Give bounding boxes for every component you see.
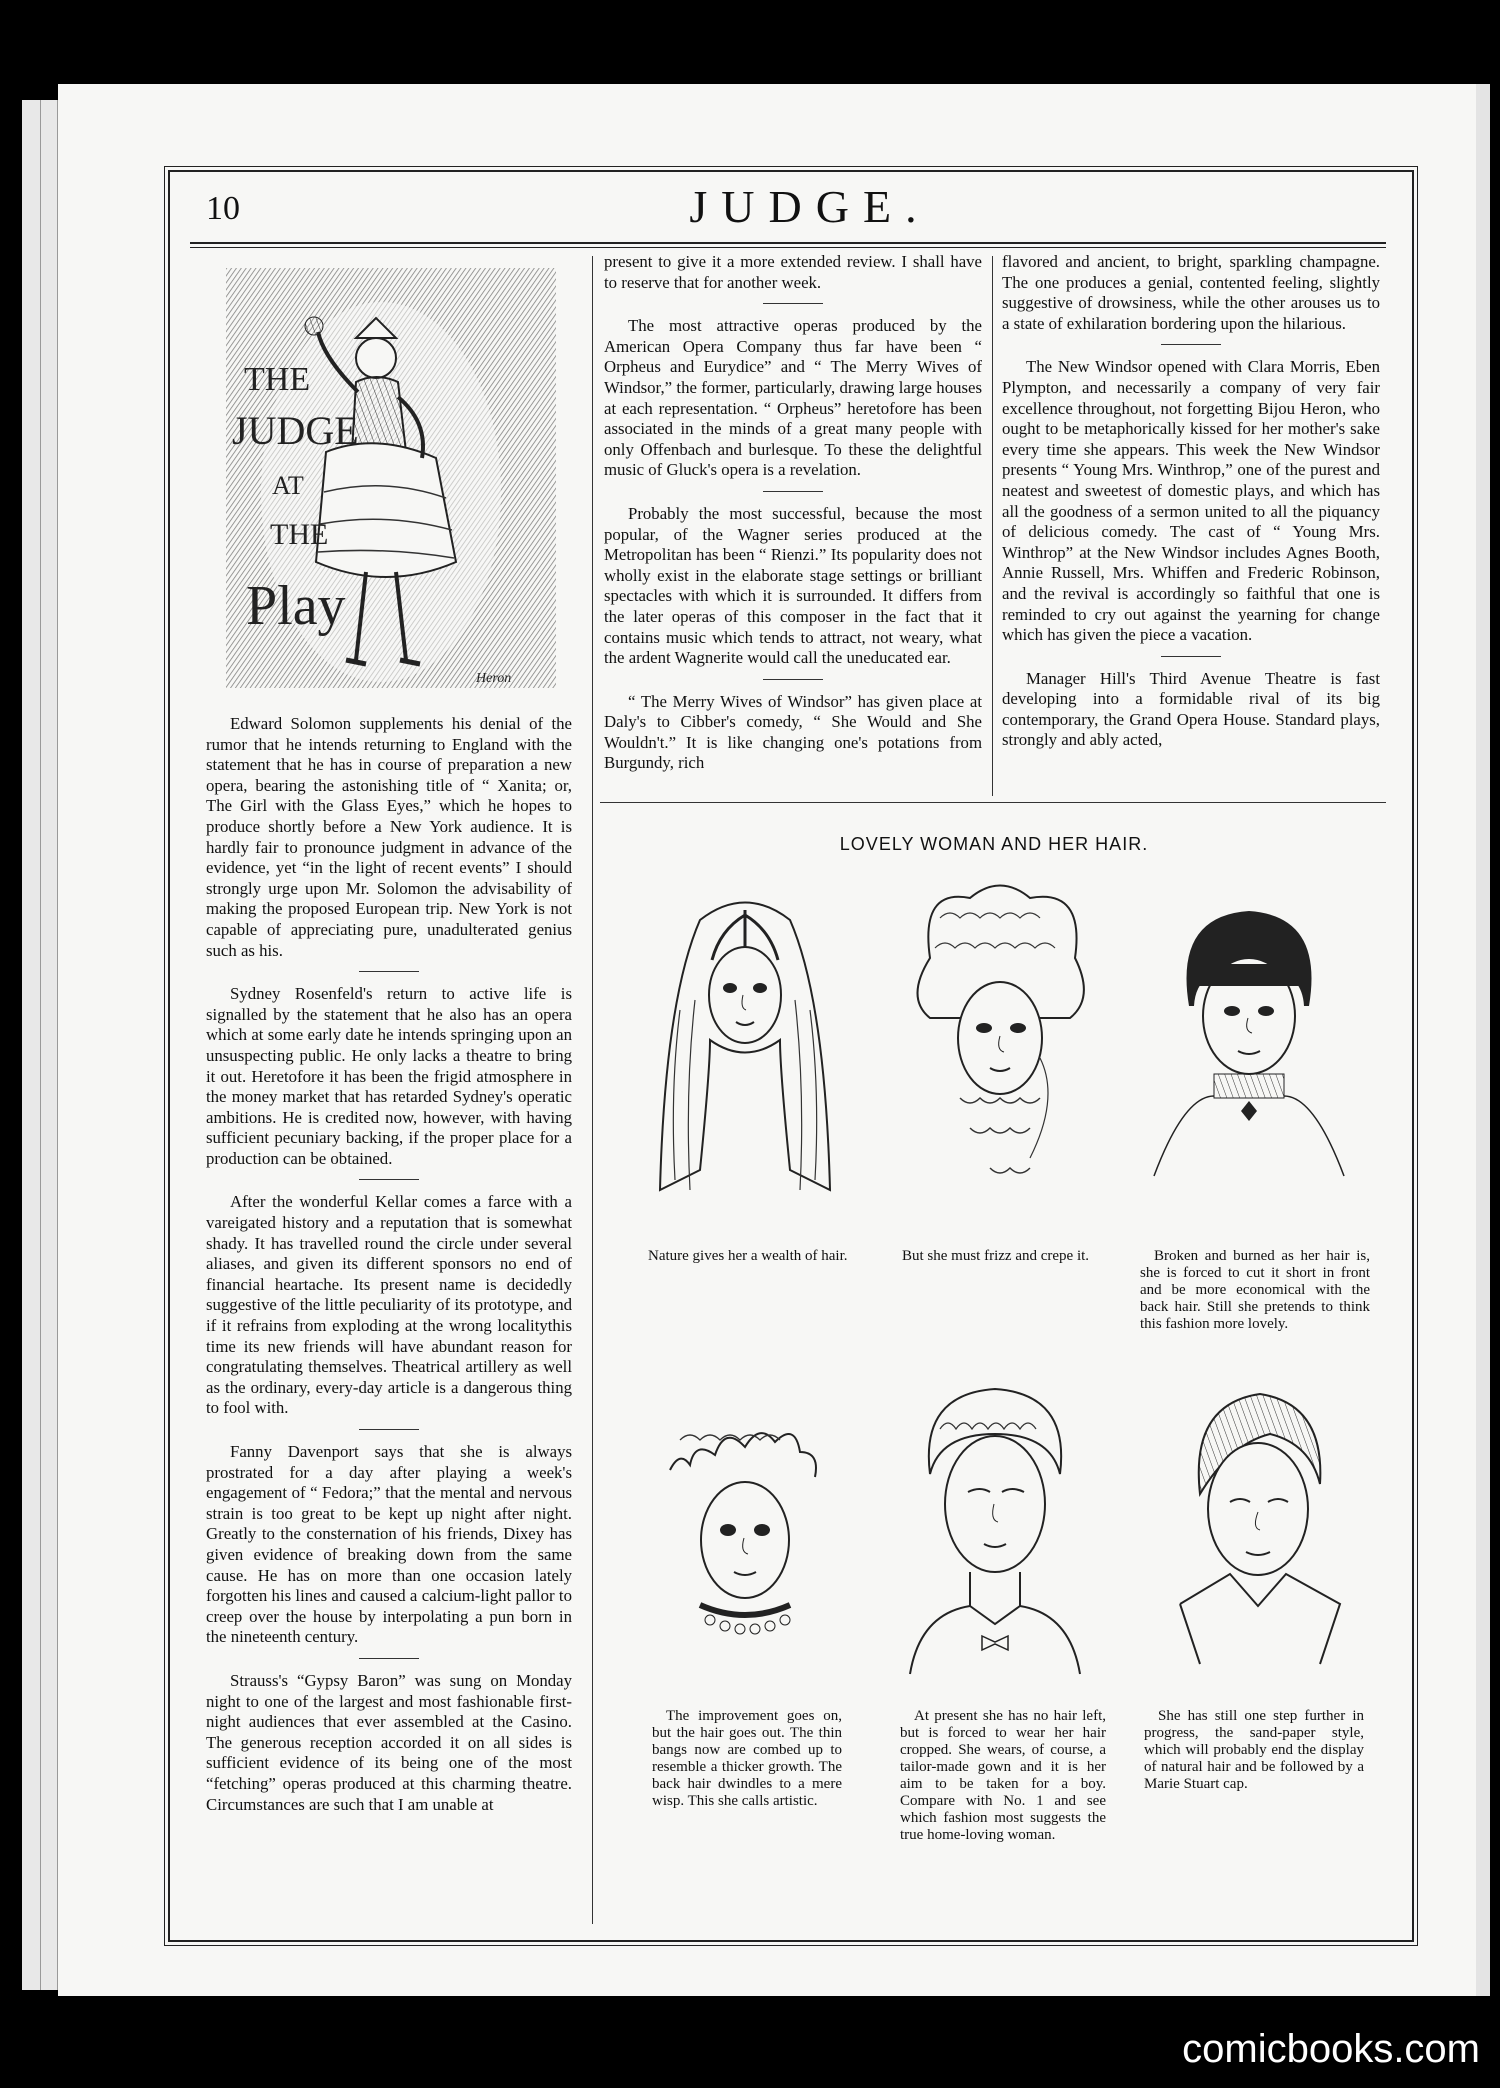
face-thin-bangs (640, 1380, 850, 1680)
paragraph-american-opera: The most attractive operas produced by the American Opera Company thus far have been “ Orpheus and Eurydice” and “ The Merry Wives of Windsor,” the former, particularly, drawing large houses at each representation. “ Orpheus” heretofore has been associated in the minds of a great many people with only Offenbach and burlesque. To these the delightful music of Gluck's opera is a revelation. (604, 316, 982, 480)
paragraph-third-avenue: Manager Hill's Third Avenue Theatre is fast developing into a formidable rival of its big contemporary, the Grand Opera House. Standard plays, strongly and ably acted, (1002, 668, 1380, 750)
right-column (1002, 252, 1380, 761)
illus-title-judge: JUDGE (232, 408, 359, 453)
book-page-edges-inner (40, 100, 58, 1990)
middle-column (604, 252, 982, 784)
paragraph-separator (1161, 656, 1221, 657)
illus-title-at: AT (272, 471, 304, 500)
paragraph-solomon: Edward Solomon supplements his denial of the rumor that he intends returning to England with the statement that he has in course of preparation a new opera, bearing the astonishing title of “ Xanita; or, The Girl with the Glass Eyes,” which he hopes to produce shortly before a New York audience. It is hardly fair to pronounce judgment in advance of the evidence, yet “in the light of recent events” I should strongly urge upon Mr. Solomon the advisability of making the proposed European trip. New York is not capable of appreciating pure, unadulterated genius such as his. (206, 714, 572, 960)
paragraph-separator (359, 1179, 419, 1180)
paragraph-continued-review: present to give it a more extended review. I shall have to reserve that for another week. (604, 252, 982, 292)
paragraph-kellar: After the wonderful Kellar comes a farce with a vareigated history and a reputation that is somewhat shady. It has travelled round the circle under several aliases, and given its different sponsors no end of financial heartache. Its present name is decidedly suggestive of the little peculiarity of its prototype, and if it refrains from exploding at the wrong localitythis time its new friends will have abundant reason for congratulating themselves. Theatrical artillery as well as the ordinary, every-day article is a dangerous thing to fool with. (206, 1192, 572, 1418)
paragraph-separator (1161, 344, 1221, 345)
face-cropped-hair (890, 1374, 1100, 1694)
paragraph-separator (763, 491, 823, 492)
left-column (206, 714, 572, 1825)
caption-3-text: Broken and burned as her hair is, she is forced to cut it short in front and be more economical with the back hair. Still she pretends to think this fashion more lovely. (1140, 1248, 1370, 1332)
illus-title-play: Play (246, 575, 346, 637)
caption-4-text: The improvement goes on, but the hair goes out. The thin bangs now are combed up to resemble a thicker growth. The back hair dwindles to a mere wisp. This she calls artistic. (652, 1708, 842, 1809)
caption-1 (634, 1248, 852, 1265)
masthead-title: JUDGE. (689, 181, 931, 232)
paragraph-separator (359, 1658, 419, 1659)
paragraph-rosenfeld: Sydney Rosenfeld's return to active life is signalled by the statement that he also has an opera which at some early date he intends springing upon an unsuspecting public. He only lacks a theatre to bring it out. Heretofore it has been the frigid atmosphere in the money market that has retarded Sydney's operatic ambitions. He is credited now, however, with having sufficient pecuniary backing, if the proper place for a production can be obtained. (206, 984, 572, 1168)
header-rule (190, 242, 1386, 244)
column-rule-2 (992, 256, 993, 796)
paragraph-davenport: Fanny Davenport says that she is always prostrated for a day after playing a week's engagement of “ Fedora;” that the mental and nervous strain is too great to be kept up night after night. Greatly to the consternation of his friends, Dixey has given evidence of breaking down from the same cause. He has on more than one occasion lately forgotten his lines and caused a calcium-light pallor to creep over the house by interpolating a pun born in the nineteenth century. (206, 1442, 572, 1647)
face-frizzed-hair (900, 878, 1100, 1228)
paragraph-separator (763, 679, 823, 680)
page-number: 10 (206, 190, 240, 227)
caption-6-text: She has still one step further in progress, the sand-paper style, which will probably end the display of natural hair and be followed by a Marie Stuart cap. (1144, 1708, 1364, 1792)
site-watermark: comicbooks.com (1182, 2027, 1480, 2071)
paragraph-champagne: flavored and ancient, to bright, sparkling champagne. The one produces a genial, contented feeling, slightly suggestive of drowsiness, while the other arouses us to a state of exhilaration bordering upon the hilarious. (1002, 252, 1380, 333)
paragraph-new-windsor: The New Windsor opened with Clara Morris, Eben Plympton, and necessarily a company of very fair excellence throughout, not forgetting Bijou Heron, who ought to be metaphorically kissed for her mother's sake every time she appears. This week the New Windsor presents “ Young Mrs. Winthrop,” one of the purest and neatest and sweetest of domestic plays, and which has all the goodness of a sermon united to all the piquancy of delicious comedy. The cast of “ Young Mrs. Winthrop” at the New Windsor includes Agnes Booth, Annie Russell, Mrs. Whiffen and Frederic Robinson, and the revival is accordingly so faithful that one is reminded to cry out against the yearning for change which has given the piece a vacation. (1002, 357, 1380, 645)
dancer-engraving (206, 262, 566, 710)
illus-title-the: THE (244, 361, 311, 398)
caption-5 (900, 1708, 1106, 1844)
judge-at-the-play-illustration (206, 262, 566, 710)
caption-3 (1140, 1248, 1370, 1333)
caption-2-text: But she must frizz and crepe it. (902, 1248, 1090, 1264)
caption-5-text: At present she has no hair left, but is forced to wear her hair cropped. She wears, of course, a tailor-made gown and it is her aim to be taken for a boy. Compare with No. 1 and see which fashion most suggests the true home-loving woman. (900, 1708, 1106, 1843)
face-sandpaper-style (1140, 1374, 1370, 1674)
feature-top-rule (600, 802, 1386, 803)
paragraph-separator (763, 303, 823, 304)
feature-title: LOVELY WOMAN AND HER HAIR. (839, 834, 1149, 854)
paragraph-merry-wives: “ The Merry Wives of Windsor” has given place at Daly's to Cibber's comedy, “ She Would and She Wouldn't.” It is like changing one's potations from Burgundy, rich (604, 691, 982, 773)
paragraph-separator (359, 1429, 419, 1430)
caption-2 (888, 1248, 1108, 1265)
caption-6 (1144, 1708, 1364, 1793)
face-bangs (1134, 896, 1364, 1186)
face-long-hair (640, 890, 850, 1220)
illus-title-the2: THE (270, 518, 329, 551)
paragraph-gypsy-baron: Strauss's “Gypsy Baron” was sung on Monday night to one of the largest and most fashionable first-night audiences that ever assembled at the Casino. The generous reception accorded it on all sides is sufficient evidence of its being one of the most “fetching” operas produced at this charming theatre. Circumstances are such that I am unable at (206, 1670, 572, 1814)
caption-1-text: Nature gives her a wealth of hair. (648, 1248, 848, 1264)
book-right-edge (1476, 84, 1490, 1996)
artist-signature: Heron (476, 671, 512, 686)
paragraph-rienzi: Probably the most successful, because the most popular, of the Wagner series produced at the Metropolitan has been “ Rienzi.” Its popularity does not wholly exist in the elaborate stage settings or brilliant spectacles with which it is surrounded. It differs from the later operas of this composer in the fact that it contains music which tends to attract, not weary, what the ardent Wagnerite would call the uneducated ear. (604, 503, 982, 668)
paragraph-separator (359, 971, 419, 972)
header-rule-thin (190, 247, 1386, 248)
column-rule-1 (592, 256, 593, 1924)
caption-4 (652, 1708, 842, 1810)
